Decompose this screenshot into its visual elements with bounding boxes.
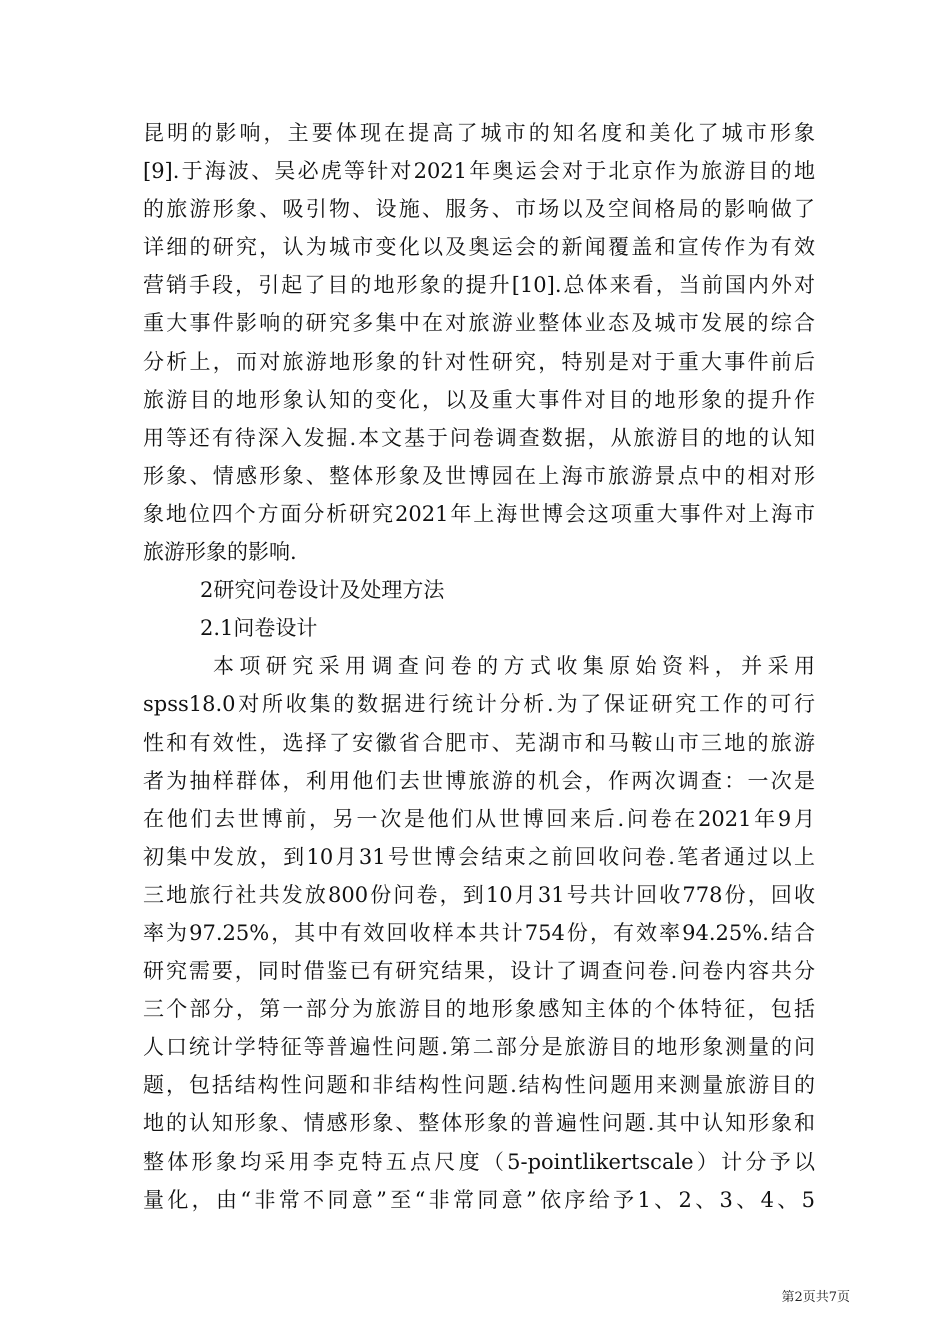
- paragraph-1-line: 象地位四个方面分析研究2021年上海世博会这项重大事件对上海市: [143, 501, 815, 526]
- paragraph-2-line: spss18.0对所收集的数据进行统计分析.为了保证研究工作的可行: [143, 692, 815, 717]
- subsection-heading: 2.1问卷设计: [200, 616, 318, 641]
- paragraph-2-line: 者为抽样群体，利用他们去世博旅游的机会，作两次调查：一次是: [143, 768, 815, 793]
- paragraph-2-line: 本项研究采用调查问卷的方式收集原始资料，并采用: [213, 654, 815, 679]
- paragraph-1: [143, 114, 815, 571]
- paragraph-2-line: 整体形象均采用李克特五点尺度（5-pointlikertscale）计分予以: [143, 1149, 815, 1174]
- paragraph-1-line: 的旅游形象、吸引物、设施、服务、市场以及空间格局的影响做了: [143, 197, 815, 222]
- section-heading: 2研究问卷设计及处理方法: [200, 578, 445, 603]
- body-text: [143, 114, 815, 1219]
- paragraph-2-line: 地的认知形象、情感形象、整体形象的普遍性问题.其中认知形象和: [143, 1111, 815, 1136]
- paragraph-2-line: 量化，由“非常不同意”至“非常同意”依序给予1、2、3、4、5: [143, 1187, 815, 1212]
- paragraph-2: [143, 647, 815, 1218]
- paragraph-2-line: 三地旅行社共发放800份问卷，到10月31号共计回收778份，回收: [143, 882, 815, 907]
- paragraph-2-line: 三个部分，第一部分为旅游目的地形象感知主体的个体特征，包括: [143, 997, 815, 1022]
- paragraph-1-line: 形象、情感形象、整体形象及世博园在上海市旅游景点中的相对形: [143, 463, 815, 488]
- paragraph-1-line: 昆明的影响，主要体现在提高了城市的知名度和美化了城市形象: [143, 121, 815, 145]
- paragraph-2-line: 率为97.25%，其中有效回收样本共计754份，有效率94.25%.结合: [143, 920, 815, 945]
- paragraph-2-line: 初集中发放，到10月31号世博会结束之前回收问卷.笔者通过以上: [143, 844, 815, 869]
- paragraph-2-line: 性和有效性，选择了安徽省合肥市、芜湖市和马鞍山市三地的旅游: [143, 730, 815, 755]
- paragraph-2-line: 研究需要，同时借鉴已有研究结果，设计了调查问卷.问卷内容共分: [143, 959, 815, 984]
- paragraph-2-line: 人口统计学特征等普遍性问题.第二部分是旅游目的地形象测量的问: [143, 1035, 815, 1060]
- paragraph-2-line: 题，包括结构性问题和非结构性问题.结构性问题用来测量旅游目的: [143, 1073, 815, 1098]
- paragraph-1-line: 分析上，而对旅游地形象的针对性研究，特别是对于重大事件前后: [143, 349, 815, 374]
- paragraph-1-line: [9].于海波、吴必虎等针对2021年奥运会对于北京作为旅游目的地: [143, 159, 815, 184]
- paragraph-1-line: 用等还有待深入发掘.本文基于问卷调查数据，从旅游目的地的认知: [143, 425, 815, 450]
- paragraph-1-line: 旅游目的地形象认知的变化，以及重大事件对目的地形象的提升作: [143, 387, 815, 412]
- paragraph-1-line: 旅游形象的影响.: [143, 540, 297, 565]
- paragraph-1-line: 详细的研究，认为城市变化以及奥运会的新闻覆盖和宣传作为有效: [143, 235, 815, 260]
- paragraph-1-line: 营销手段，引起了目的地形象的提升[10].总体来看，当前国内外对: [143, 273, 815, 298]
- paragraph-1-line: 重大事件影响的研究多集中在对旅游业整体业态及城市发展的综合: [143, 311, 815, 336]
- page-number-footer: 第2页共7页: [781, 1290, 850, 1305]
- paragraph-2-line: 在他们去世博前，另一次是他们从世博回来后.问卷在2021年9月: [143, 806, 815, 831]
